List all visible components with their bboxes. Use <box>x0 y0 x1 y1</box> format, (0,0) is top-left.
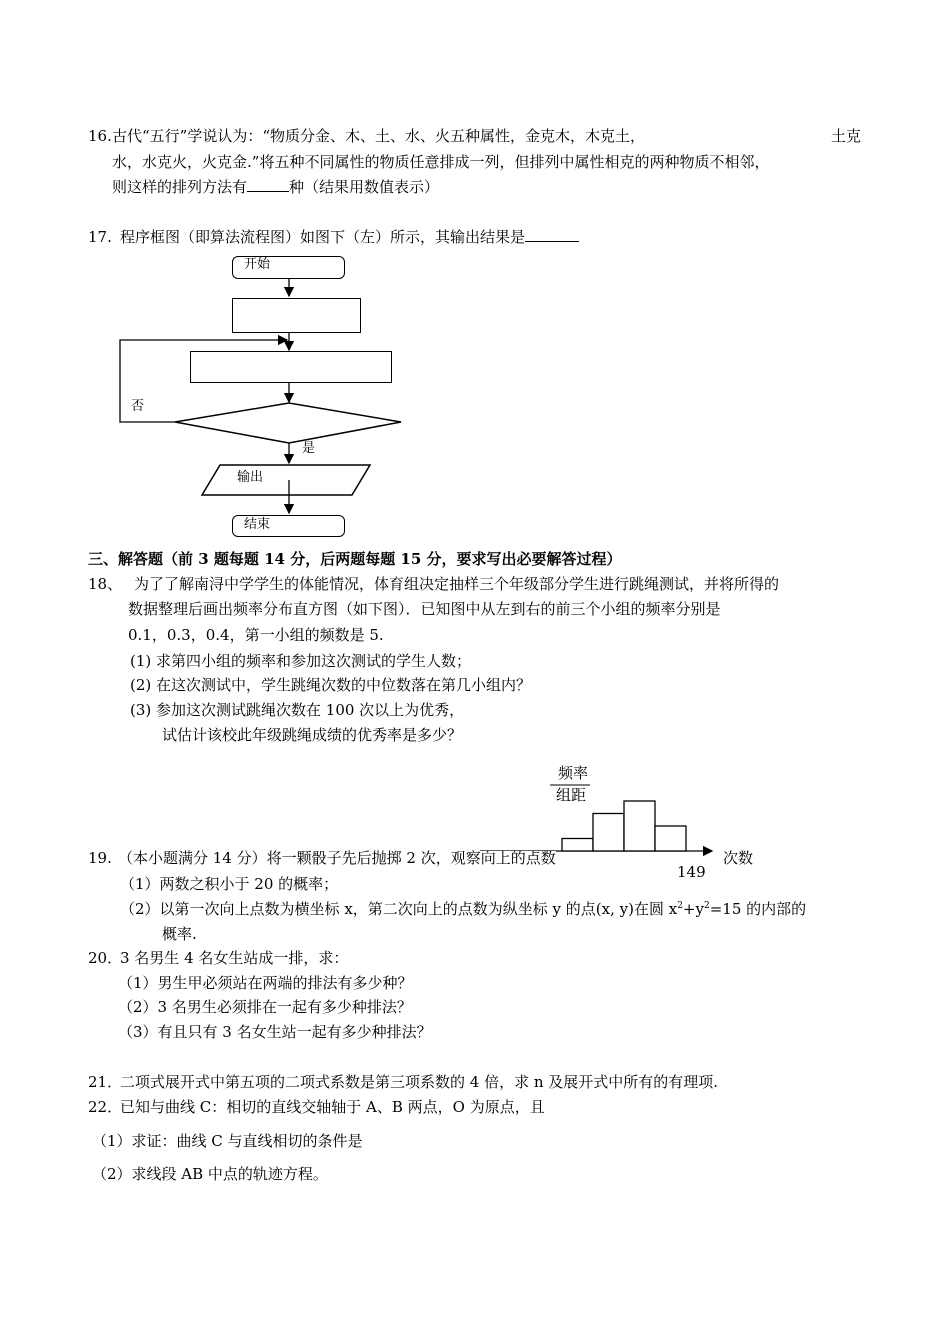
histogram-xlabel: 次数 <box>723 849 754 867</box>
flowchart-no-label: 否 <box>131 399 145 414</box>
q16-line3-pre: 则这样的排列方法有 <box>112 178 248 196</box>
q17-number: 17. <box>88 228 112 246</box>
q18-sub3: (3) 参加这次测试跳绳次数在 100 次以上为优秀， <box>130 701 465 719</box>
q20-sub3: （3）有且只有 3 名女生站一起有多少种排法？ <box>118 1023 432 1041</box>
q20-text: 3 名男生 4 名女生站成一排，求： <box>120 949 349 967</box>
q20-number: 20． <box>88 949 123 967</box>
q18-line1: 为了了解南浔中学学生的体能情况，体育组决定抽样三个年级部分学生进行跳绳测试，并将所得的 <box>134 575 780 593</box>
q19-sub2-mid: +y <box>682 900 704 918</box>
histogram-ylabel-bottom: 组距 <box>556 786 587 804</box>
q19-sub2 <box>120 902 806 917</box>
section-3-heading: 三、解答题（前 3 题每题 14 分，后两题每题 15 分，要求写出必要解答过程） <box>88 550 622 568</box>
histogram-bar-4 <box>655 826 686 851</box>
q18-number: 18、 <box>88 575 123 593</box>
q18-line3: 0.1，0.3，0.4，第一小组的频数是 5. <box>128 626 384 644</box>
histogram-bar-3 <box>624 801 655 851</box>
q16-line2: 水，水克火，火克金.”将五种不同属性的物质任意排成一列，但排列中属性相克的两种物质不相邻， <box>112 153 770 171</box>
q22-text: 已知与曲线 C：相切的直线交轴轴于 A、B 两点，O 为原点，且 <box>120 1098 545 1116</box>
q17-text-content: 程序框图（即算法流程图）如图下（左）所示，其输出结果是 <box>120 228 526 246</box>
q20-sub2: （2）3 名男生必须排在一起有多少种排法？ <box>118 998 412 1016</box>
q18-sub3b: 试估计该校此年级跳绳成绩的优秀率是多少？ <box>162 726 463 744</box>
histogram-bar-1 <box>562 839 593 852</box>
histogram-tick-label: 149 <box>677 863 706 881</box>
flowchart-yes-label: 是 <box>302 441 316 456</box>
q22-sub1: （1）求证：曲线 C 与直线相切的条件是 <box>92 1132 363 1150</box>
flowchart-end-label: 结束 <box>244 517 271 532</box>
q19-sub2-pre: （2）以第一次向上点数为横坐标 x，第二次向上的点数为纵坐标 y 的点(x, y)在圆 x <box>120 900 678 918</box>
q19-sub2-post: =15 的内部的 <box>709 900 807 918</box>
q19-sub2-sup1: 2 <box>677 901 683 911</box>
q16-line1: 古代“五行”学说认为：“物质分金、木、土、水、火五种属性，金克木，木克土， <box>112 127 646 145</box>
q19-sub1: （1）两数之积小于 20 的概率； <box>120 875 339 893</box>
histogram-bar-2 <box>593 814 624 852</box>
q21-text: 二项式展开式中第五项的二项式系数是第三项系数的 4 倍，求 n 及展开式中所有的有理项. <box>120 1073 719 1091</box>
q16-line3-post: 种（结果用数值表示） <box>289 178 440 196</box>
q16-line1-tail: 土克 <box>831 127 862 145</box>
flowchart-output-label: 输出 <box>237 470 264 485</box>
q19-line1: （本小题满分 14 分）将一颗骰子先后抛掷 2 次，观察向上的点数 <box>118 849 556 867</box>
q18-sub2: (2) 在这次测试中，学生跳绳次数的中位数落在第几小组内？ <box>130 676 532 694</box>
q18-line2: 数据整理后画出频率分布直方图（如下图）．已知图中从左到右的前三个小组的频率分别是 <box>128 600 721 618</box>
histogram-ylabel-top: 频率 <box>558 764 589 782</box>
flowchart-start-label: 开始 <box>244 257 271 272</box>
q19-sub2-cont: 概率. <box>162 925 197 943</box>
q20-sub1: （1）男生甲必须站在两端的排法有多少种？ <box>118 974 413 992</box>
q16-number: 16. <box>88 127 112 145</box>
q22-sub2: （2）求线段 AB 中点的轨迹方程。 <box>92 1165 328 1183</box>
q21-number: 21． <box>88 1073 123 1091</box>
q19-number: 19. <box>88 849 112 867</box>
q22-number: 22． <box>88 1098 123 1116</box>
q19-sub2-sup2: 2 <box>703 901 710 911</box>
q18-sub1: (1) 求第四小组的频率和参加这次测试的学生人数； <box>130 652 472 670</box>
